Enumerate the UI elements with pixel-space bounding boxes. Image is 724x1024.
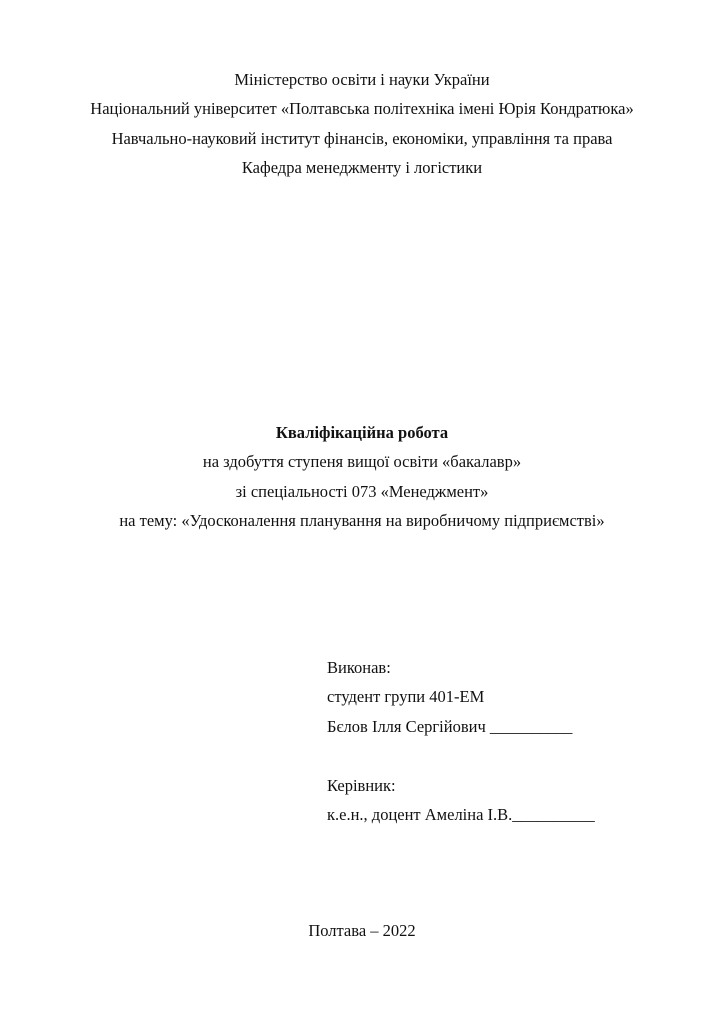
specialty-line: зі спеціальності 073 «Менеджмент»	[235, 482, 489, 501]
author-group: студент групи 401-ЕМ	[327, 687, 485, 706]
department-line: Кафедра менеджменту і логістики	[241, 158, 483, 177]
supervisor-name: к.е.н., доцент Амеліна І.В.__________	[327, 805, 595, 824]
ministry-line: Міністерство освіти і науки України	[234, 70, 490, 89]
author-name: Бєлов Ілля Сергійович __________	[327, 717, 573, 736]
city-year: Полтава – 2022	[308, 921, 416, 940]
supervisor-label: Керівник:	[327, 776, 396, 795]
document-title: Кваліфікаційна робота	[275, 423, 449, 442]
institute-line: Навчально-науковий інститут фінансів, економіки, управління та права	[111, 129, 613, 148]
author-label: Виконав:	[327, 658, 391, 677]
topic-line: на тему: «Удосконалення планування на виробничому підприємстві»	[119, 511, 605, 530]
degree-line: на здобуття ступеня вищої освіти «бакалавр»	[202, 452, 522, 471]
university-line: Національний університет «Полтавська політехніка імені Юрія Кондратюка»	[90, 99, 634, 118]
